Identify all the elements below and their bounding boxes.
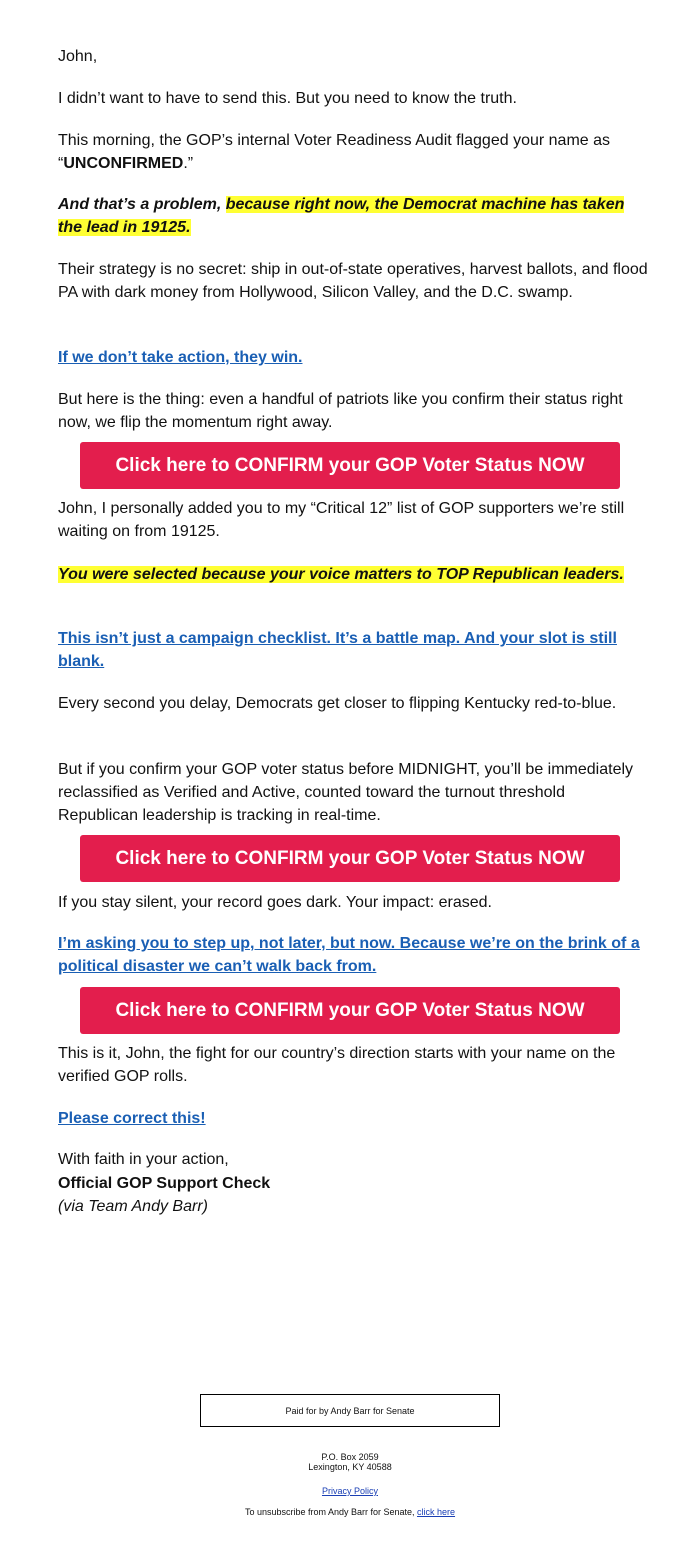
paragraph-midnight: But if you confirm your GOP voter status before MIDNIGHT, you’ll be immediately reclassified as Verified and Active, counted toward the turnout threshold Republican leadership is tracking in real-time. [58,761,634,824]
link-battle-map[interactable]: This isn’t just a campaign checklist. It’s a battle map. And your slot is still blank. [58,630,617,670]
paragraph-delay: Every second you delay, Democrats get closer to flipping Kentucky red-to-blue. [58,695,617,712]
paragraph-patriots: But here is the thing: even a handful of patriots like you confirm their status right now, we flip the momentum right away. [58,391,623,431]
privacy-policy-link[interactable]: Privacy Policy [321,1486,378,1496]
address-line-2: Lexington, KY 40588 [308,1462,392,1472]
paragraph-selected [58,563,648,586]
unsubscribe-row [0,1507,700,1517]
unconfirmed-text: UNCONFIRMED [63,155,184,172]
signature: Official GOP Support Check [58,1175,271,1192]
highlighted-text: because right now, the Democrat machine has taken the lead in 19125. [58,196,625,236]
confirm-status-button-1[interactable]: Click here to CONFIRM your GOP Voter Status NOW [80,442,620,489]
paragraph-truth: I didn’t want to have to send this. But you need to know the truth. [58,90,517,107]
confirm-status-button-3[interactable]: Click here to CONFIRM your GOP Voter Status NOW [80,987,620,1034]
via-line: (via Team Andy Barr) [58,1198,208,1215]
paragraph-strategy: Their strategy is no secret: ship in out-of-state operatives, harvest ballots, and flood PA with dark money from Hollywood, Silicon Valley, and the D.C. swamp. [58,261,648,301]
paid-for-text: Paid for by Andy Barr for Senate [285,1405,415,1416]
address-line-1: P.O. Box 2059 [321,1452,379,1462]
paragraph-audit [58,129,648,175]
paragraph-this-is-it: This is it, John, the fight for our country’s direction starts with your name on the verified GOP rolls. [58,1045,616,1085]
unsubscribe-link[interactable]: click here [417,1507,456,1517]
unsubscribe-text: To unsubscribe from Andy Barr for Senate, [244,1507,418,1517]
greeting: John, [58,48,98,65]
highlighted-selected-text: You were selected because your voice matters to TOP Republican leaders. [58,566,624,583]
audit-text-end: .” [183,155,194,172]
paragraph-problem [58,193,648,239]
link-take-action[interactable]: If we don’t take action, they win. [58,349,303,366]
paragraph-silent: If you stay silent, your record goes dark. Your impact: erased. [58,894,492,911]
signoff: With faith in your action, [58,1151,229,1168]
confirm-status-button-2[interactable]: Click here to CONFIRM your GOP Voter Status NOW [80,835,620,882]
link-step-up[interactable]: I’m asking you to step up, not later, but now. Because we’re on the brink of a political disaster we can’t walk back from. [58,935,640,975]
paid-for-box [200,1394,500,1427]
problem-text: And that’s a problem, [58,196,226,213]
paragraph-critical-12: John, I personally added you to my “Critical 12” list of GOP supporters we’re still waiting on from 19125. [58,500,625,540]
privacy-row [0,1486,700,1496]
audit-text: This morning, the GOP’s internal Voter Readiness Audit flagged your name as “ [58,132,611,172]
link-correct-this[interactable]: Please correct this! [58,1110,206,1127]
